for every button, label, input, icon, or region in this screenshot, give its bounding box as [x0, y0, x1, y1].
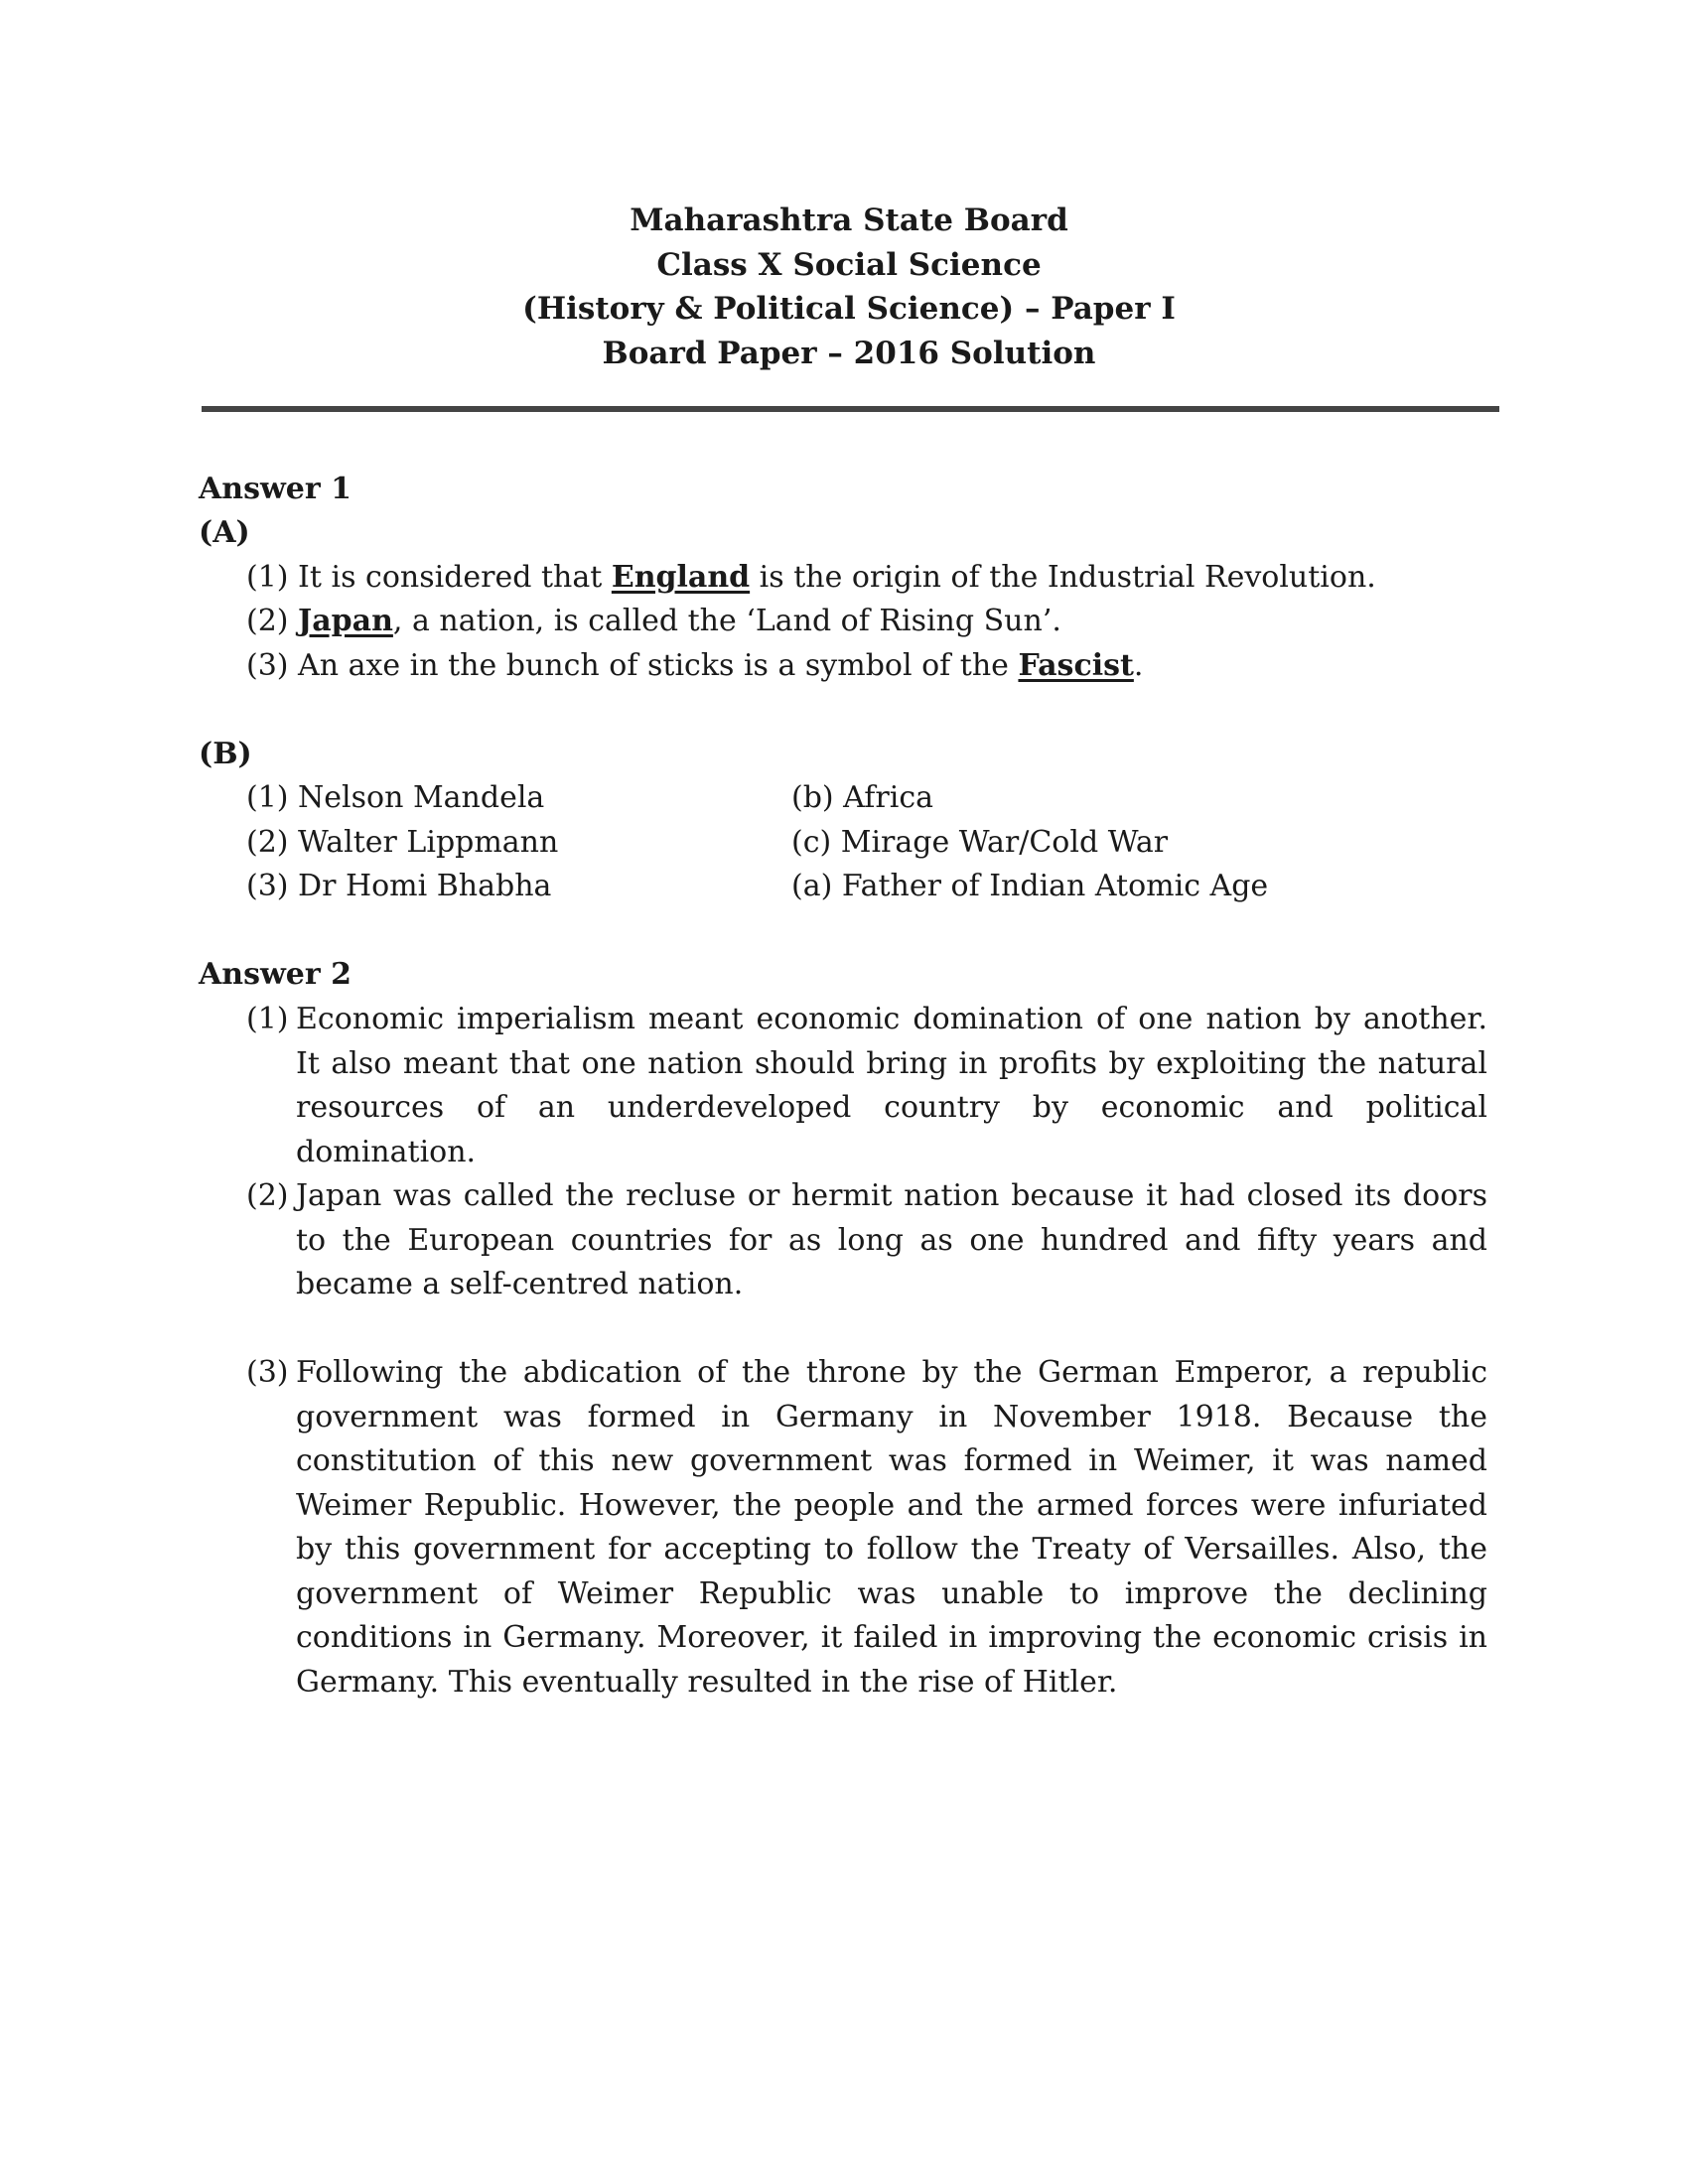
match-right-2: (c) Mirage War/Cold War — [791, 825, 1169, 860]
item-number: (2) — [246, 1178, 289, 1213]
match-right-1: (b) Africa — [791, 780, 934, 815]
answer2-item-3 — [246, 1351, 1487, 1705]
answer2-item-1 — [246, 998, 1487, 1174]
item-text: It is considered that — [298, 560, 612, 595]
key-answer: Fascist — [1018, 648, 1134, 683]
item-text: An axe in the bunch of sticks is a symbol of the — [298, 648, 1019, 683]
answer1-a-item-3 — [246, 644, 1482, 689]
item-text: Following the abdication of the throne by the German Emperor, a republic government was formed in Germany in November 1918. Because the constitution of this new government was formed in Weimer, it was named Weimer Republic. However, the people and the armed forces were infuriated by this government for accepting to follow the Treaty of Versailles. Also, the government of Weimer Republic was unable to improve the declining conditions in Germany. Moreover, it failed in improving the economic crisis in Germany. This eventually resulted in the rise of Hitler. — [296, 1355, 1487, 1700]
match-left-1: (1) Nelson Mandela — [246, 780, 545, 815]
answer1-a-item-1 — [246, 556, 1482, 601]
item-text: , a nation, is called the ‘Land of Rising Sun’. — [392, 604, 1061, 638]
answer1-heading: Answer 1 — [199, 472, 352, 506]
header-class: Class X Social Science — [656, 246, 1042, 283]
key-answer: England — [611, 560, 751, 595]
answer1-a-item-2 — [246, 600, 1482, 644]
answer2-heading: Answer 2 — [199, 957, 352, 992]
document-header — [199, 199, 1499, 375]
header-subject: (History & Political Science) – Paper I — [522, 291, 1176, 327]
item-number: (3) — [246, 1355, 289, 1390]
item-text: is the origin of the Industrial Revolution. — [750, 560, 1376, 595]
item-text: . — [1133, 648, 1144, 683]
item-number: (2) — [246, 604, 289, 638]
item-number: (1) — [246, 1002, 289, 1036]
item-text: Japan was called the recluse or hermit nation because it had closed its doors to the European countries for as long as one hundred and fifty years and became a self-centred nation. — [296, 1178, 1487, 1301]
answer1-part-a-label: (A) — [199, 515, 250, 550]
match-left-2: (2) Walter Lippmann — [246, 825, 559, 860]
match-right-3: (a) Father of Indian Atomic Age — [791, 869, 1269, 903]
answer2-item-2 — [246, 1174, 1487, 1307]
header-board: Maharashtra State Board — [630, 203, 1068, 238]
header-divider — [202, 406, 1499, 412]
match-left-3: (3) Dr Homi Bhabha — [246, 869, 552, 903]
item-number: (1) — [246, 560, 289, 595]
answer1-part-b-label: (B) — [199, 737, 252, 771]
header-paper: Board Paper – 2016 Solution — [602, 335, 1096, 371]
key-answer: Japan — [298, 604, 393, 638]
item-text: Economic imperialism meant economic domination of one nation by another. It also meant that one nation should bring in profits by exploiting the natural resources of an underdeveloped country by economic and political domination. — [296, 1002, 1487, 1169]
item-number: (3) — [246, 648, 289, 683]
